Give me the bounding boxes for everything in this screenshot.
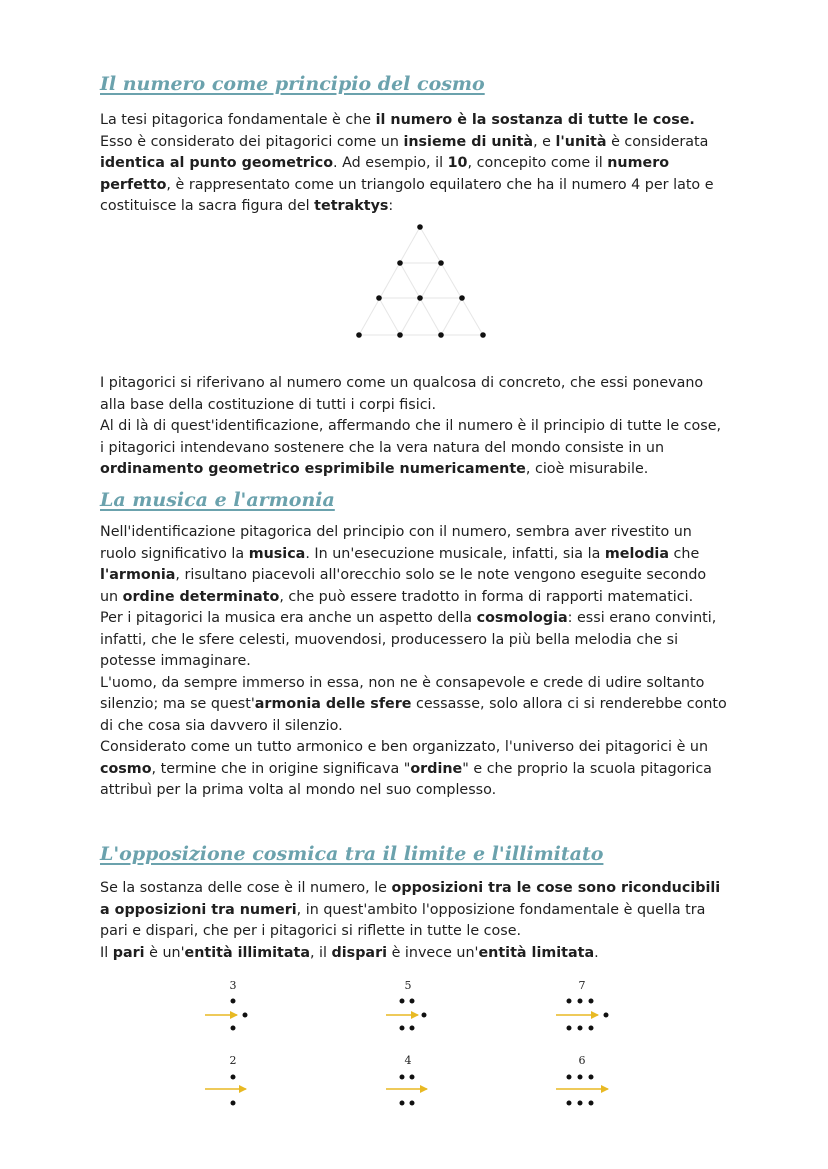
tetraktys-dot	[438, 260, 444, 266]
label-7: 7	[578, 979, 586, 992]
label-5: 5	[404, 979, 412, 992]
bold-text: dispari	[331, 944, 388, 961]
bold-text: insieme di unità	[403, 133, 534, 150]
tetraktys-dot	[459, 295, 465, 301]
label-4: 4	[404, 1054, 412, 1067]
bold-text: opposizioni tra le cose sono riconducibili a opposizioni tra numeri	[100, 880, 721, 918]
paragraph-concrete-number: I pitagorici si riferivano al numero come un qualcosa di concreto, che essi ponevano alla base della costituzione di tutti i corpi fisici. Al di là di quest'identificazione, affermando che il numero è il principio di tutte le cose, i pitagorici intendevano sostenere che la vera natura del mondo consiste in un ordinamento geometrico esprimibile numericamente, cioè misurabile.	[100, 375, 722, 477]
paragraph-music-harmony: Nell'identificazione pitagorica del principio con il numero, sembra aver rivestito un ruolo significativo la musica. In un'esecuzione musicale, infatti, sia la melodia che l'armonia, risultano piacevoli all'orecchio solo se le note vengono eseguite secondo un ordine determinato, che può essere tradotto in forma di rapporti matematici. Per i pitagorici la musica era anche un aspetto della cosmologia: essi erano convinti, infatti, che le sfere celesti, muovendosi, producessero la più bella melodia che si potesse immaginare. L'uomo, da sempre immerso in essa, non ne è consapevole e crede di udire soltanto silenzio; ma se quest'armonia delle sfere cessasse, solo allora ci si renderebbe conto di che cosa sia davvero il silenzio. Considerato come un tutto armonico e ben organizzato, l'universo dei pitagorici è un cosmo, termine che in origine significava "ordine" e che proprio la scuola pitagorica attribuì per la prima volta al mondo nel suo complesso.	[100, 524, 727, 798]
label-2: 2	[229, 1054, 237, 1067]
bold-text: entità illimitata	[184, 944, 310, 961]
bold-text: entità limitata	[478, 944, 595, 961]
bold-text: musica	[248, 545, 306, 562]
odd-figure-5	[386, 979, 427, 1031]
tetraktys-dot	[480, 332, 486, 338]
bold-text: l'unità	[555, 133, 607, 150]
section-heading-opposition: L'opposizione cosmica tra il limite e l'illimitato	[100, 843, 604, 865]
section-heading-number-principle: Il numero come principio del cosmo	[100, 73, 485, 95]
tetraktys-dot	[417, 295, 423, 301]
tetraktys-dot	[438, 332, 444, 338]
bold-text: pari	[112, 944, 145, 961]
bold-text: tetraktys	[314, 198, 389, 214]
bold-text: melodia	[604, 545, 669, 562]
odd-figure-3	[205, 979, 248, 1031]
paragraph-limit-unlimited: Se la sostanza delle cose è il numero, le opposizioni tra le cose sono riconducibili a opposizioni tra numeri, in quest'ambito l'opposizione fondamentale è quella tra pari e dispari, che per i pitagorici si riflette in tutte le cose. Il pari è un'entità illimitata, il dispari è invece un'entità limitata.	[100, 880, 721, 961]
odd-even-figures	[190, 975, 630, 1115]
bold-text: ordine	[410, 760, 463, 777]
bold-text: armonia delle sfere	[254, 696, 412, 712]
even-figure-4	[386, 1054, 427, 1106]
even-figure-6	[556, 1054, 608, 1106]
tetraktys-dot	[397, 332, 403, 338]
paragraph-number-principle: La tesi pitagorica fondamentale è che il numero è la sostanza di tutte le cose. Esso è considerato dei pitagorici come un insieme di unità, e l'unità è considerata identica al punto geometrico. Ad esempio, il 10, concepito come il numero perfetto, è rappresentato come un triangolo equilatero che ha il numero 4 per lato e costituisce la sacra figura del tetraktys:	[100, 112, 714, 214]
bold-text: l'armonia	[100, 567, 176, 583]
label-3: 3	[229, 979, 237, 992]
odd-figure-7	[556, 979, 609, 1031]
tetraktys-dots	[356, 224, 486, 338]
tetraktys-dot	[376, 295, 382, 301]
tetraktys-dot	[356, 332, 362, 338]
bold-text: il numero è la sostanza di tutte le cose.	[375, 112, 695, 128]
tetraktys-figure	[350, 220, 495, 345]
bold-text: identica al punto geometrico	[100, 155, 334, 171]
even-figure-2	[205, 1054, 246, 1106]
tetraktys-lines	[359, 227, 483, 335]
section-heading-music: La musica e l'armonia	[100, 489, 335, 511]
bold-text: numero perfetto	[100, 155, 670, 193]
label-6: 6	[578, 1054, 586, 1067]
bold-text: cosmologia	[476, 610, 568, 626]
bold-text: ordine determinato	[122, 588, 280, 605]
tetraktys-dot	[397, 260, 403, 266]
bold-text: 10	[447, 155, 468, 171]
bold-text: ordinamento geometrico esprimibile numericamente	[100, 461, 526, 477]
tetraktys-dot	[417, 224, 423, 230]
bold-text: cosmo	[100, 760, 152, 777]
